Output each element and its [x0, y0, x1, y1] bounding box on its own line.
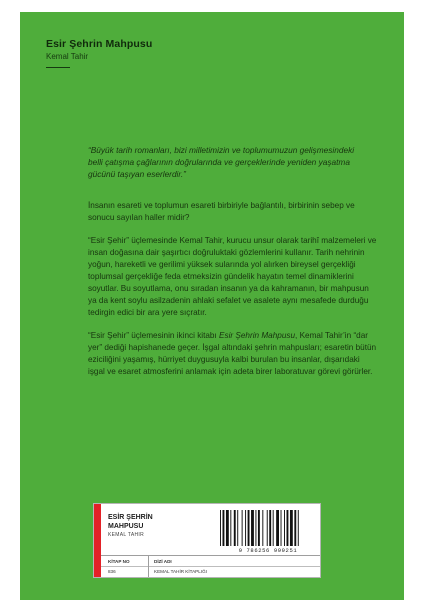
barcode-bar [290, 510, 293, 546]
barcode [218, 510, 318, 554]
barcode-bar [269, 510, 271, 546]
kitap-no-value: 836 [108, 569, 116, 574]
paragraph-2: “Esir Şehir” üçlemesinde Kemal Tahir, kurucu unsur olarak tarihî malzemeleri ve insan doğasına dair şaşırtıcı doğruluktaki gözlemlerini kullanır. Tarih nehrinin yoğun, hareketli ve gerilimi yüksek sularında yol alırken bireysel gerçekliği toplumsal gerçekliğe feda etmeksizin gündelik hayatın temel dinamiklerini soyutlar. Bu soyutlama, onu sıradan insanın ya da kahramanın, bir mahpusun ya da kent soylu asilzadenin ahlaki sefalet ve asalete aynı mesafede durduğu tedirgin edici bir ara yere sıçratır. [88, 236, 377, 317]
barcode-bars [218, 510, 318, 546]
paragraph-1: İnsanın esareti ve toplumun esareti birbiriyle bağlantılı, birbirinin sebep ve sonucu sayılan haller midir? [88, 201, 355, 222]
barcode-bar [258, 510, 260, 546]
back-cover [20, 12, 404, 600]
book-author: Kemal Tahir [46, 52, 89, 61]
barcode-bar [245, 510, 246, 546]
dizi-adi-header: DİZİ ADI [154, 559, 172, 564]
pull-quote: “Büyük tarih romanları, bizi milletimizin ve toplumumuzun gelişmesindeki belli çatışma çağlarının doğrularında ve gerçeklerinde yeniden yaşatma gücünü taşıyan eserlerdir.” [88, 145, 355, 179]
barcode-bar [267, 510, 268, 546]
label-title: ESİR ŞEHRİN MAHPUSU [108, 514, 153, 530]
barcode-bar [294, 510, 296, 546]
blurb-text [88, 200, 378, 389]
barcode-bar [234, 510, 236, 546]
barcode-bar [276, 510, 279, 546]
kitap-no-header: KİTAP NO [108, 559, 130, 564]
barcode-bar [226, 510, 229, 546]
label-author: KEMAL TAHIR [108, 532, 144, 538]
label-red-stripe [94, 504, 101, 577]
dizi-adi-value: KEMAL TAHİR KİTAPLIĞI [154, 569, 207, 574]
barcode-bar [248, 510, 250, 546]
barcode-bar [223, 510, 225, 546]
barcode-bar [262, 510, 263, 546]
barcode-bar [242, 510, 243, 546]
barcode-bar [220, 510, 221, 546]
barcode-bar [251, 510, 254, 546]
barcode-bar [273, 510, 274, 546]
title-underline [46, 67, 70, 68]
publisher-label [93, 503, 321, 578]
book-title: Esir Şehrin Mahpusu [46, 38, 153, 50]
paragraph-3-book-title: Esir Şehrin Mahpusu [219, 331, 296, 340]
isbn-number: 9 786256 999251 [238, 547, 298, 554]
barcode-bar [230, 510, 231, 546]
barcode-bar [284, 510, 285, 546]
label-row-divider [101, 566, 320, 567]
paragraph-3-start: “Esir Şehir” üçlemesinin ikinci kitabı [88, 331, 220, 340]
paragraph-3-end: , Kemal Tahir’in “dar yer” dediği hapishanede geçer. İşgal altındaki şehrin mahpusları; esaretin bütün eziciliğini yaşamış, hürriyet duygusuyla kalbi burulan bu insanlar, dışarıdaki işgal ve esaret atmosferini anlamak için adeta birer laboratuvar görevi görürler. [88, 331, 377, 376]
barcode-bar [298, 510, 299, 546]
label-info-row [101, 555, 320, 577]
barcode-bar [237, 510, 238, 546]
label-column-divider [148, 556, 149, 577]
barcode-bar [255, 510, 256, 546]
paragraph-3 [88, 330, 378, 378]
barcode-bar [287, 510, 289, 546]
barcode-bar [281, 510, 282, 546]
